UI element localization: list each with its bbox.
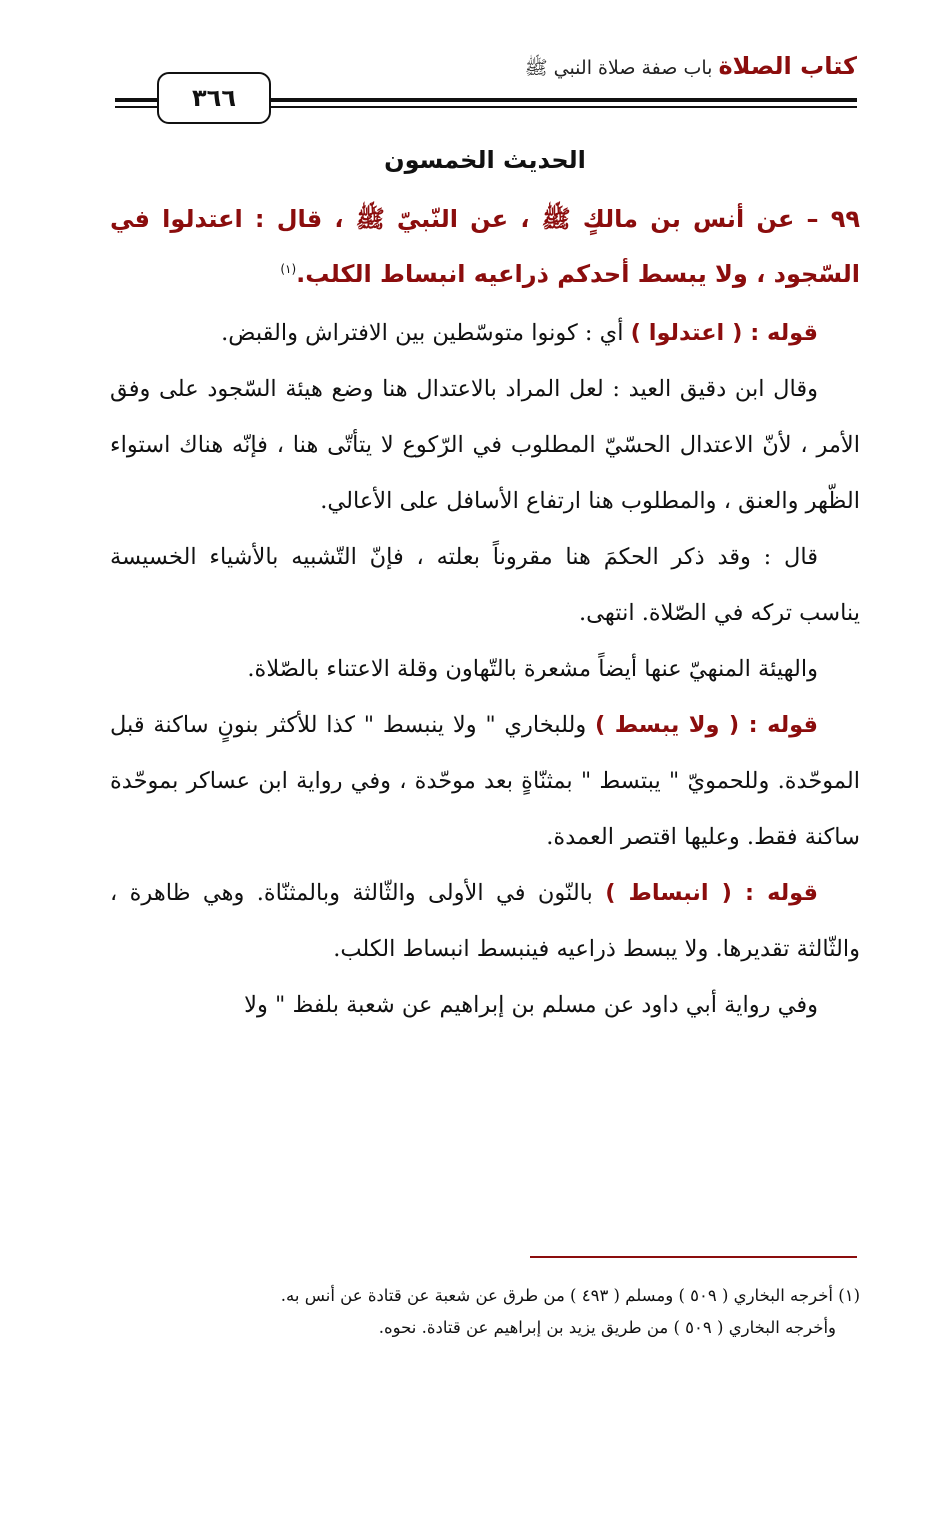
footnotes: [110, 1280, 860, 1344]
commentary-paragraph: [110, 305, 860, 361]
commentary-text: قال : وقد ذكر الحكمَ هنا مقروناً بعلته ، فإنّ التّشبيه بالأشياء الخسيسة يناسب تركه في الصّلاة. انتهى.: [110, 544, 860, 626]
commentary-text: والهيئة المنهيّ عنها أيضاً مشعرة بالتّهاون وقلة الاعتناء بالصّلاة.: [247, 656, 818, 682]
footnote-ref: (١): [280, 262, 297, 276]
commentary-text: وقال ابن دقيق العيد : لعل المراد بالاعتدال هنا وضع هيئة السّجود على وفق الأمر ، لأنّ الاعتدال الحسّيّ المطلوب في الرّكوع لا يتأتّى هنا ، فإنّه هناك استواء الظّهر والعنق ، والمطلوب هنا ارتفاع الأسافل على الأعالي.: [110, 376, 860, 514]
page-header: [0, 0, 945, 130]
commentary-keyword: قوله : ( انبساط ): [605, 880, 819, 906]
book-title: كتاب الصلاة: [718, 52, 857, 80]
hadith-text: [110, 194, 860, 299]
chapter-title: باب صفة صلاة النبي ﷺ: [524, 57, 713, 79]
commentary-paragraph: [110, 977, 860, 1033]
commentary-text: وفي رواية أبي داود عن مسلم بن إبراهيم عن شعبة بلفظ " ولا: [244, 992, 818, 1018]
footnote: وأخرجه البخاري ( ٥٠٩ ) من طريق يزيد بن إبراهيم عن قتادة. نحوه.: [378, 1318, 836, 1337]
commentary-text: وللبخاري " ولا ينبسط " كذا للأكثر بنونٍ ساكنة قبل الموحّدة. وللحمويّ " يبتسط " بمثنّاةٍ بعد موحّدة ، وفي رواية ابن عساكر بموحّدة ساكنة فقط. وعليها اقتصر العمدة.: [110, 712, 860, 850]
commentary-text: أي : كونوا متوسّطين بين الافتراش والقبض.: [221, 320, 631, 346]
commentary-paragraph: [110, 697, 860, 865]
commentary-paragraph: [110, 865, 860, 977]
commentary-text: بالنّون في الأولى والثّالثة وبالمثنّاة. وهي ظاهرة ، والثّالثة تقديرها. ولا يبسط ذراعيه فينبسط انبساط الكلب.: [110, 880, 860, 962]
commentary-paragraph: [110, 529, 860, 641]
page-number: ٣٦٦: [157, 72, 271, 124]
commentary-paragraph: [110, 361, 860, 529]
footnote: (١) أخرجه البخاري ( ٥٠٩ ) ومسلم ( ٤٩٣ ) من طرق عن شعبة عن قتادة عن أنس به.: [280, 1286, 860, 1305]
commentary-keyword: قوله : ( ولا يبسط ): [595, 712, 819, 738]
commentary-keyword: قوله : ( اعتدلوا ): [630, 320, 818, 346]
main-text: [110, 140, 860, 1033]
commentary-paragraph: [110, 641, 860, 697]
hadith-body: ٩٩ – عن أنس بن مالكٍ ﷺ ، عن النّبيّ ﷺ ، قال : اعتدلوا في السّجود ، ولا يبسط أحدكم ذراعيه انبساط الكلب.: [110, 205, 860, 288]
footnote-separator: [530, 1256, 857, 1258]
running-title: [525, 52, 857, 84]
section-heading: الحديث الخمسون: [384, 146, 586, 174]
